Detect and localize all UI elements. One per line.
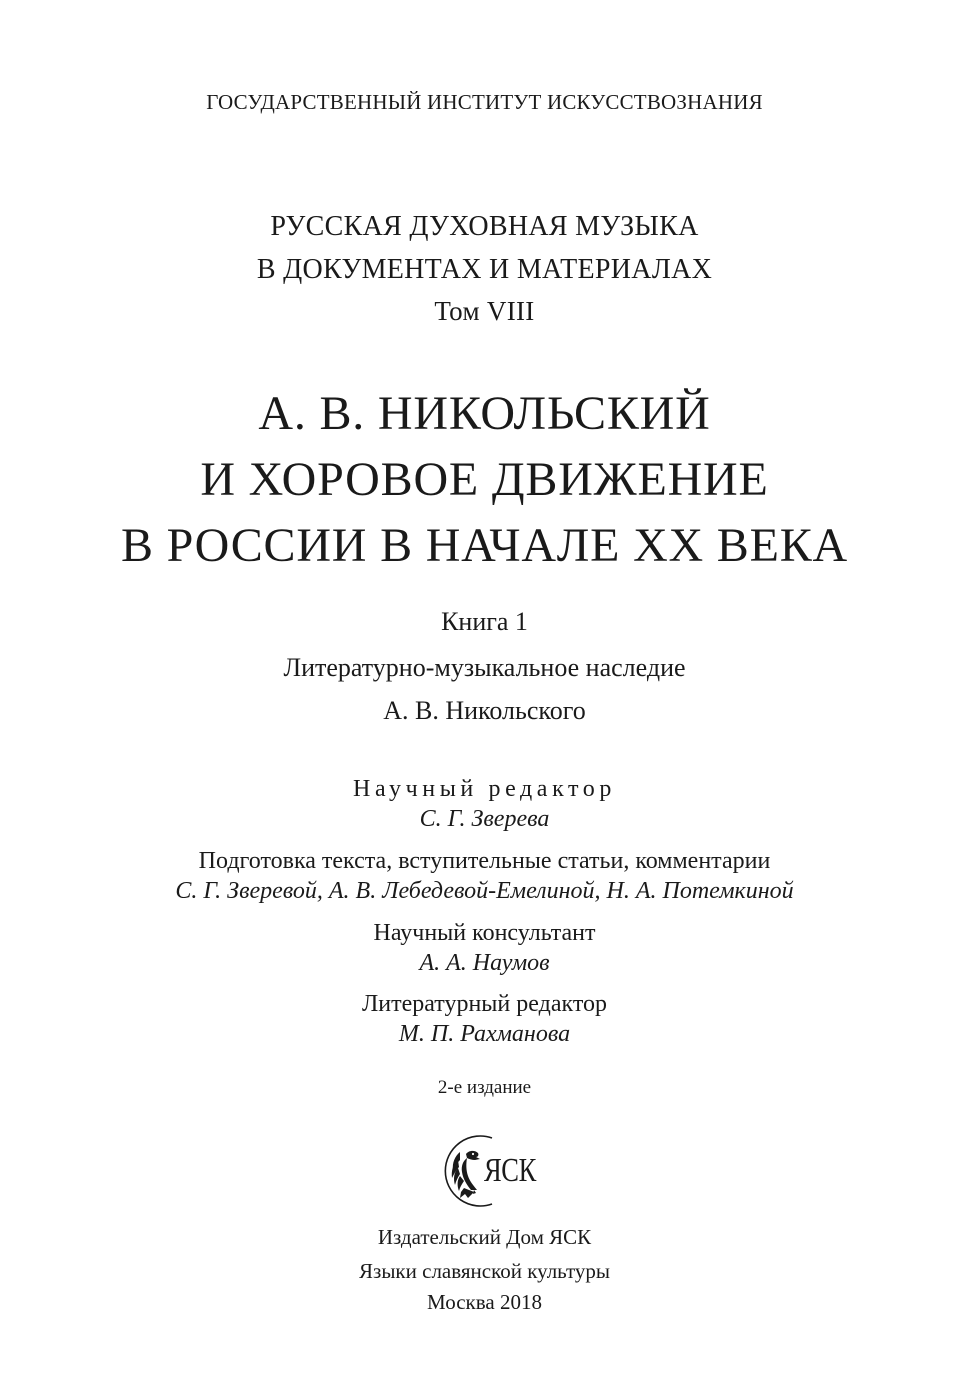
book-title-line-3: В РОССИИ В НАЧАЛЕ XX ВЕКА	[120, 519, 849, 572]
book-subtitle-line-1: Литературно-музыкальное наследие	[283, 653, 686, 682]
book-subtitle-line-2: А. В. Никольского	[383, 696, 586, 725]
edition-label: 2-е издание	[437, 1077, 532, 1098]
credit-role-scientific-editor: Научный редактор	[353, 776, 616, 802]
series-title-line-1: РУССКАЯ ДУХОВНАЯ МУЗЫКА	[270, 211, 699, 242]
credit-role-literary-editor: Литературный редактор	[362, 991, 607, 1017]
series-title-line-2: В ДОКУМЕНТАХ И МАТЕРИАЛАХ	[256, 254, 713, 285]
publisher-logo-text: ЯСК	[484, 1152, 536, 1189]
credit-person-literary-editor: М. П. Рахманова	[398, 1021, 571, 1047]
credit-person-text-preparation: С. Г. Зверевой, А. В. Лебедевой-Емелиной, Н. А. Потемкиной	[175, 878, 794, 904]
publisher-logo	[422, 1132, 546, 1210]
publisher-subtitle: Языки славянской культуры	[359, 1259, 610, 1283]
credit-person-consultant: А. А. Наумов	[419, 950, 550, 976]
book-title-line-2: И ХОРОВОЕ ДВИЖЕНИЕ	[200, 453, 769, 506]
institute-name: ГОСУДАРСТВЕННЫЙ ИНСТИТУТ ИСКУССТВОЗНАНИЯ	[206, 90, 763, 114]
publisher-name: Издательский Дом ЯСК	[377, 1225, 592, 1249]
book-title-line-1: А. В. НИКОЛЬСКИЙ	[258, 387, 711, 440]
publisher-city-year: Москва 2018	[427, 1290, 542, 1314]
series-volume: Том VIII	[434, 296, 535, 326]
credit-role-text-preparation: Подготовка текста, вступительные статьи, комментарии	[198, 848, 771, 874]
credit-role-consultant: Научный консультант	[373, 920, 596, 946]
credit-person-scientific-editor: С. Г. Зверева	[419, 806, 550, 832]
book-number: Книга 1	[441, 607, 528, 636]
